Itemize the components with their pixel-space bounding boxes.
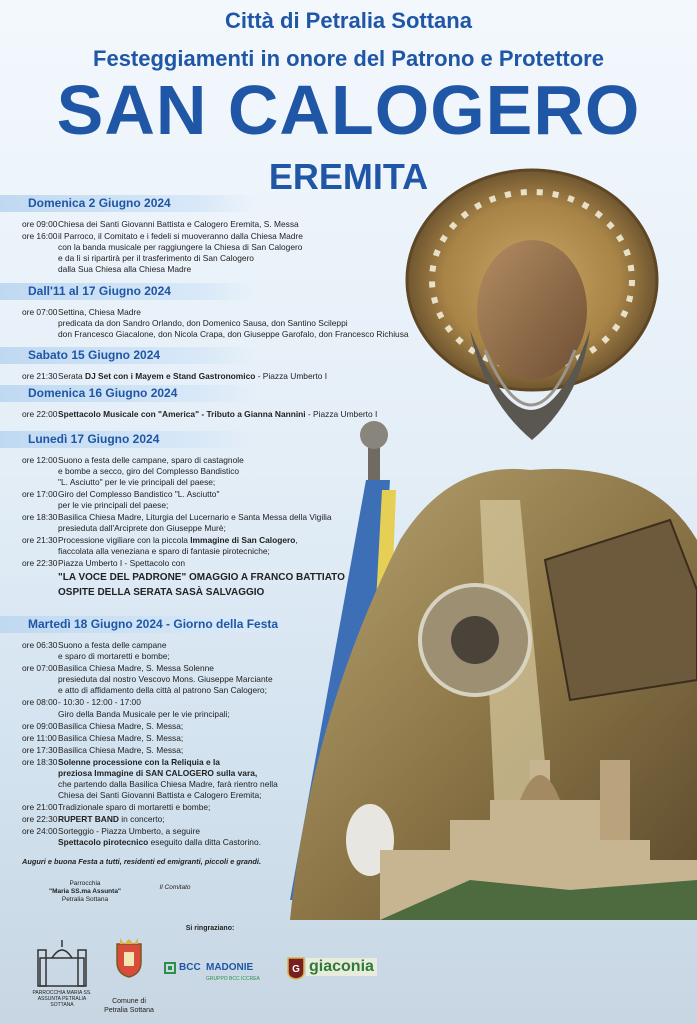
section-header (0, 616, 300, 633)
parish-logo-text: PARROCCHIA MARIA SS. ASSUNTA PETRALIA SOTTANA (32, 990, 92, 1008)
schedule-text: Giro della Banda Musicale per le vie principali; (58, 709, 230, 719)
thanks-label: Si ringraziano: (185, 925, 235, 932)
schedule-row (22, 826, 261, 848)
schedule-text: Basilica Chiesa Madre, S. Messa; (58, 733, 184, 743)
schedule-row (22, 721, 183, 732)
giaconia-logo-text: giaconia (306, 958, 377, 976)
parish-line-3: Petralia Sottana (61, 896, 109, 903)
svg-text:G: G (292, 964, 300, 975)
schedule-text: Suono a festa delle campane, sparo di castagnole e bombe a secco, giro del Complesso Bandistico "L. Asciutto" per le vie principali del paese; (58, 455, 244, 487)
schedule-text: Basilica Chiesa Madre, Liturgia del Lucernario e Santa Messa della Vigilia presieduta dall'Arciprete don Giuseppe Murè; (58, 512, 332, 533)
schedule-text: Basilica Chiesa Madre, S. Messa; (58, 721, 184, 731)
schedule-time: ore 12:00 (22, 455, 58, 465)
section-title: Lunedì 17 Giugno 2024 (28, 432, 160, 446)
schedule-time: ore 22:00 (22, 409, 58, 419)
saint-title: SAN CALOGERO (56, 71, 641, 149)
coat-of-arms-icon (114, 938, 144, 978)
section-title: Dall'11 al 17 Giugno 2024 (28, 284, 171, 298)
church-icon (34, 938, 90, 988)
city-title: Città di Petralia Sottana (225, 8, 472, 33)
giaconia-logo-icon (286, 956, 306, 980)
schedule-row (22, 709, 230, 720)
schedule-text: Basilica Chiesa Madre, S. Messa; (58, 745, 184, 755)
schedule-time: ore 06:30 (22, 640, 58, 650)
section-title: Sabato 15 Giugno 2024 (28, 348, 161, 362)
schedule-text: - 10:30 - 12:00 - 17:00 (58, 697, 141, 707)
parish-line-2: "Maria SS.ma Assunta" (48, 888, 122, 895)
statue-illustration (270, 160, 697, 920)
schedule-row (22, 489, 219, 511)
greeting: Auguri e buona Festa a tutti, residenti ed emigranti, piccoli e grandi. (22, 857, 262, 866)
schedule-time: ore 24:00 (22, 826, 58, 836)
schedule-row (22, 814, 165, 825)
schedule-row (22, 455, 244, 488)
bcc-logo-text: BCC (179, 962, 201, 973)
schedule-row (22, 802, 210, 813)
comune-logo-line1: Comune di (112, 998, 146, 1005)
schedule-time: ore 09:00 (22, 219, 58, 229)
schedule-time: ore 21:00 (22, 802, 58, 812)
comune-logo-line2: Petralia Sottana (104, 1007, 154, 1014)
schedule-text: Serata DJ Set con i Mayem e Stand Gastronomico - Piazza Umberto I (58, 371, 328, 381)
schedule-row (22, 231, 303, 275)
schedule-text: Processione vigiliare con la piccola Immagine di San Calogero, fiaccolata alla veneziana e sparo di fantasie pirotecniche; (58, 535, 298, 556)
schedule-time: ore 11:00 (22, 733, 57, 743)
schedule-text: Suono a festa delle campane e sparo di mortaretti e bombe; (58, 640, 170, 661)
schedule-time: ore 17:30 (22, 745, 58, 755)
schedule-text: Settina, Chiesa Madre predicata da don Sandro Orlando, don Domenico Sausa, don Santino Scileppi don Francesco Giacalone, don Nicola Crapa, don Giuseppe Garofalo, don Francesco Richiusa (58, 307, 409, 339)
section-title: Martedì 18 Giugno 2024 - Giorno della Festa (28, 617, 279, 631)
schedule-text: "LA VOCE DEL PADRONE" OMAGGIO A FRANCO BATTIATO OSPITE DELLA SERATA SASÀ SALVAGGIO (58, 572, 345, 598)
saint-subtitle: EREMITA (268, 156, 429, 197)
schedule-text: Spettacolo Musicale con "America" - Tributo a Gianna Nannini - Piazza Umberto I (58, 409, 378, 419)
schedule-text: Basilica Chiesa Madre, S. Messa Solenne presieduta dal nostro Vescovo Mons. Giuseppe Marciante e atto di affidamento della città al patrono San Calogero; (58, 663, 273, 695)
section-header (0, 431, 255, 448)
schedule-text: Giro del Complesso Bandistico "L. Asciutto" per le vie principali del paese; (58, 489, 220, 510)
schedule-time: ore 18:30 (22, 757, 58, 767)
schedule-time: ore 18:30 (22, 512, 58, 522)
schedule-text: Piazza Umberto I - Spettacolo con (58, 558, 186, 568)
schedule-time: ore 21:30 (22, 535, 58, 545)
section-header (0, 385, 255, 402)
festival-title: Festeggiamenti in onore del Patrono e Protettore (93, 46, 604, 71)
schedule-row (22, 307, 409, 340)
schedule-row (22, 640, 170, 662)
madonie-logo-text: MADONIE (206, 962, 254, 973)
bcc-logo-icon (163, 961, 177, 975)
schedule-row (22, 535, 298, 557)
sponsors-area (0, 918, 697, 1024)
parish-line-1: Parrocchia (69, 880, 101, 887)
schedule-row (22, 757, 278, 801)
schedule-time: ore 22:30 (22, 814, 58, 824)
section-title: Domenica 16 Giugno 2024 (28, 386, 178, 400)
parish-credit (40, 880, 130, 904)
schedule-time: ore 07:00 (22, 307, 58, 317)
section-header (0, 347, 255, 364)
schedule-row (22, 663, 273, 696)
schedule-row (22, 697, 141, 708)
committee-credit: Il Comitato (159, 884, 191, 891)
schedule-text: RUPERT BAND in concerto; (58, 814, 165, 824)
schedule-time: ore 21:30 (22, 371, 58, 381)
schedule-time: ore 17:00 (22, 489, 58, 499)
schedule-time: ore 09:00 (22, 721, 58, 731)
schedule-row (22, 409, 377, 420)
schedule-time: ore 07:00 (22, 663, 58, 673)
schedule-text: il Parroco, il Comitato e i fedeli si muoveranno dalla Chiesa Madre con la banda musicale per raggiungere la Chiesa di San Calogero e da lì si ripartirà per il trasferimento di San Calogero dalla Sua Chiesa alla Chiesa Madre (58, 231, 303, 274)
schedule-text: Chiesa dei Santi Giovanni Battista e Calogero Eremita, S. Messa (58, 219, 299, 229)
section-header (0, 195, 255, 212)
schedule-row (22, 570, 345, 600)
schedule-row (22, 733, 183, 744)
section-title: Domenica 2 Giugno 2024 (28, 196, 171, 210)
schedule-row (22, 371, 327, 382)
schedule-time: ore 16:00 (22, 231, 58, 241)
schedule-row (22, 219, 299, 230)
schedule-text: Sorteggio - Piazza Umberto, a seguire Spettacolo pirotecnico eseguito dalla ditta Castorino. (58, 826, 261, 847)
bcc-group-text: GRUPPO BCC ICCREA (206, 976, 260, 982)
schedule-text: Tradizionale sparo di mortaretti e bombe; (58, 802, 211, 812)
schedule-row (22, 558, 185, 569)
section-header (0, 283, 255, 300)
schedule-text: Solenne processione con la Reliquia e la preziosa Immagine di SAN CALOGERO sulla vara, che partendo dalla Basilica Chiesa Madre, farà rientro nella Chiesa dei Santi Giovanni Battista e Calogero Eremita; (58, 757, 278, 800)
schedule-time: ore 08:00 (22, 697, 58, 707)
schedule-row (22, 512, 332, 534)
schedule-row (22, 745, 183, 756)
schedule-time: ore 22:30 (22, 558, 58, 568)
